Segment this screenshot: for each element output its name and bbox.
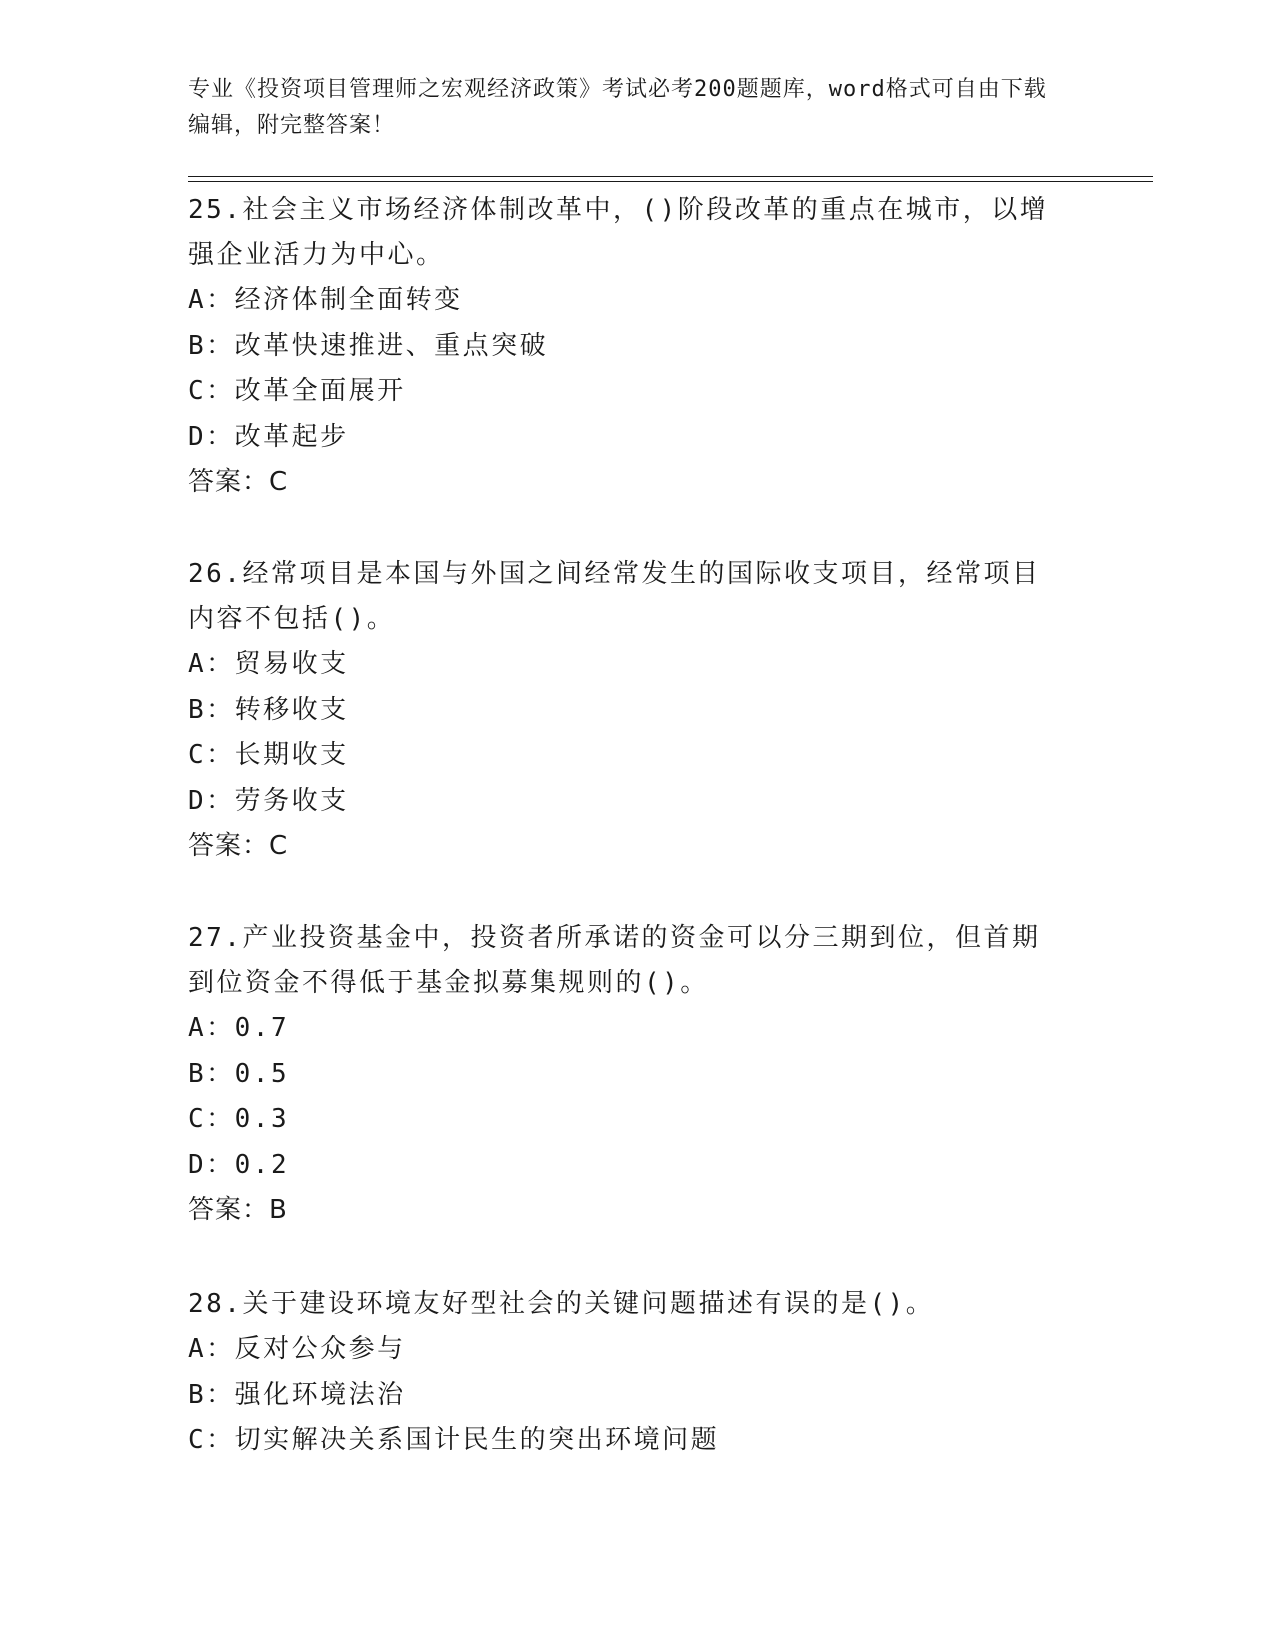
option-d: D：0.2 <box>188 1149 290 1180</box>
header-divider-bottom <box>188 181 1153 182</box>
question-stem: 26.经常项目是本国与外国之间经常发生的国际收支项目，经常项目内容不包括()。 <box>188 559 1041 634</box>
option-a: A：0.7 <box>188 1013 290 1043</box>
document-header: 专业《投资项目管理师之宏观经济政策》考试必考200题题库，word格式可自由下载编辑，附完整答案！ <box>188 77 1047 138</box>
option-b: B：改革快速推进、重点突破 <box>188 330 549 361</box>
answer: 答案：C <box>188 467 289 497</box>
question-28 <box>188 1282 1068 1464</box>
option-c: C：0.3 <box>188 1104 290 1134</box>
option-c: C：切实解决关系国计民生的突出环境问题 <box>188 1425 720 1455</box>
option-b: B：转移收支 <box>188 694 349 725</box>
option-d: D：劳务收支 <box>188 785 349 816</box>
question-stem: 28.关于建设环境友好型社会的关键问题描述有误的是()。 <box>188 1289 935 1319</box>
question-26 <box>188 552 1068 869</box>
question-27 <box>188 916 1068 1233</box>
option-c: C：改革全面展开 <box>188 376 406 406</box>
option-a: A：贸易收支 <box>188 649 349 679</box>
question-stem: 27.产业投资基金中，投资者所承诺的资金可以分三期到位，但首期到位资金不得低于基金拟募集规则的()。 <box>188 923 1041 998</box>
option-b: B：强化环境法治 <box>188 1379 406 1410</box>
question-stem: 25.社会主义市场经济体制改革中，()阶段改革的重点在城市，以增强企业活力为中心。 <box>188 195 1049 270</box>
option-a: A：反对公众参与 <box>188 1334 406 1364</box>
option-a: A：经济体制全面转变 <box>188 285 463 315</box>
option-d: D：改革起步 <box>188 421 349 452</box>
answer: 答案：B <box>188 1195 288 1225</box>
answer: 答案：C <box>188 831 289 861</box>
header-divider-top <box>188 176 1153 177</box>
option-b: B：0.5 <box>188 1058 290 1089</box>
option-c: C：长期收支 <box>188 740 349 770</box>
question-25 <box>188 188 1068 505</box>
